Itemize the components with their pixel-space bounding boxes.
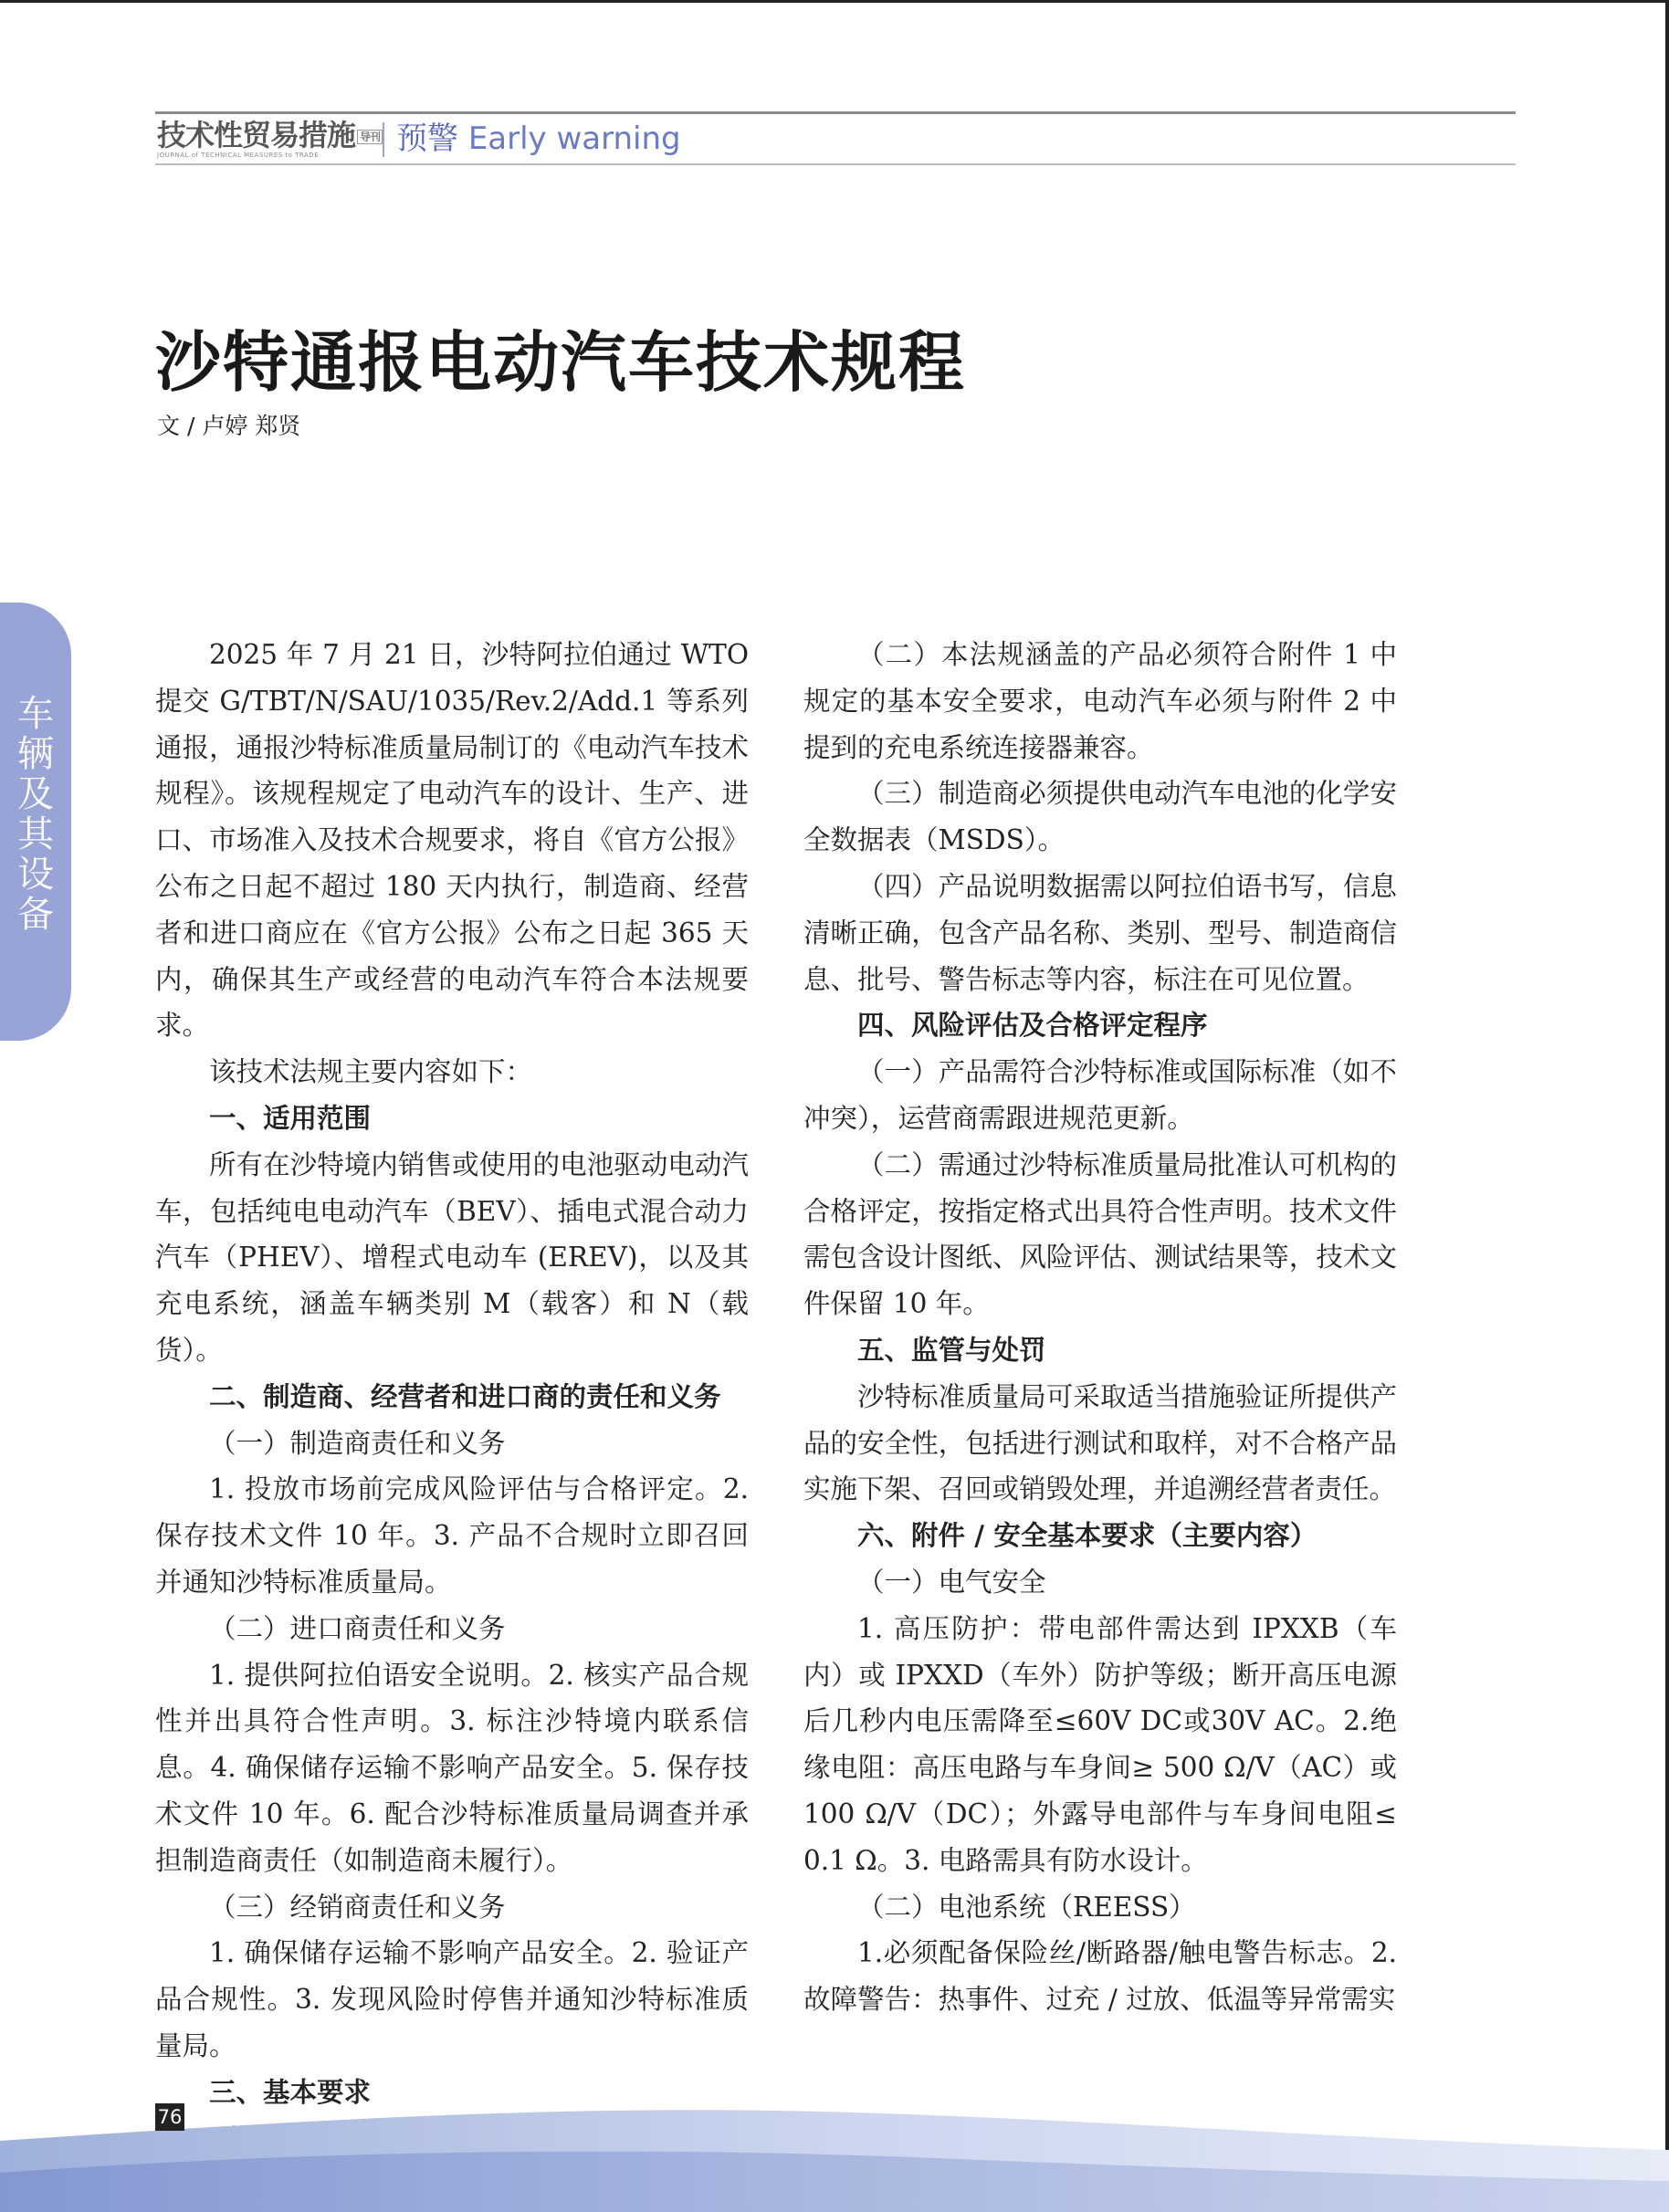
page-border-top [0,0,1669,3]
body-paragraph: （三）制造商必须提供电动汽车电池的化学安全数据表（MSDS）。 [803,778,1397,856]
body-paragraph: （三）经销商责任和义务 [209,1891,506,1923]
header-rule-top [155,111,1516,114]
section-heading: 四、风险评估及合格评定程序 [857,1009,1208,1042]
article-body-right-column [803,632,1397,2023]
page-border-right [1665,0,1669,2212]
section-label-en: Early warning [467,121,681,157]
body-paragraph: 沙特标准质量局可采取适当措施验证所提供产品的安全性，包括进行测试和取样，对不合格产品实施下架、召回或销毁处理，并追溯经营者责任。 [803,1380,1397,1505]
body-paragraph: （一）产品需符合沙特标准或国际标准（如不冲突），运营商需跟进规范更新。 [803,1056,1397,1134]
section-heading: 二、制造商、经营者和进口商的责任和义务 [209,1379,721,1412]
body-paragraph: （二）需通过沙特标准质量局批准认可机构的合格评定，按指定格式出具符合性声明。技术文件需包含设计图纸、风险评估、测试结果等，技术文件保留 10 年。 [803,1148,1397,1320]
category-side-tab-label [0,694,71,935]
journal-logo-subtitle: JOURNAL of TECHNICAL MEASURES to TRADE [157,152,320,159]
body-paragraph: （二）本法规涵盖的产品必须符合附件 1 中规定的基本安全要求，电动汽车必须与附件 2 中提到的充电系统连接器兼容。 [803,639,1397,763]
body-paragraph: 1. 提供阿拉伯语安全说明。2. 核实产品合规性并出具符合性声明。3. 标注沙特境内联系信息。4. 确保储存运输不影响产品安全。5. 保存技术文件 10 年。6. 配合沙特标准质量局调查并承担制造商责任（如制造商未履行）。 [155,1659,749,1876]
section-heading: 五、监管与处罚 [857,1333,1046,1366]
journal-logo [157,118,381,161]
side-tab-char: 其 [17,813,54,855]
article-body-left-column [155,632,749,2208]
header-separator [383,122,384,157]
journal-logo-name: 技术性贸易措施 [157,118,356,152]
header-rule-bottom [155,163,1516,165]
section-label-cn: 预警 [396,121,458,157]
side-tab-char: 及 [17,773,54,815]
body-paragraph: 该技术法规主要内容如下： [209,1056,533,1088]
page-number: 76 [155,2103,184,2131]
side-tab-char: 辆 [17,733,54,775]
article-title: 沙特通报电动汽车技术规程 [155,324,967,401]
side-tab-char: 车 [17,693,54,735]
body-paragraph: （一）电气安全 [857,1566,1046,1598]
body-paragraph: 1.必须配备保险丝/断路器/触电警告标志。2.故障警告：热事件、过充 / 过放、低温等异常需实 [803,1937,1397,2016]
section-heading: 六、附件 / 安全基本要求（主要内容） [857,1519,1317,1552]
body-paragraph: 2025 年 7 月 21 日，沙特阿拉伯通过 WTO 提交 G/TBT/N/SAU/1035/Rev.2/Add.1 等系列通报，通报沙特标准质量局制订的《电动汽车技术规程》。该规程规定了电动汽车的设计、生产、进口、市场准入及技术合规要求，将自《官方公报》公布之日起不超过 180 天内执行，制造商、经营者和进口商应在《官方公报》公布之日起 365 天内，确保其生产或经营的电动汽车符合本法规要求。 [155,639,749,1042]
body-paragraph: 1. 投放市场前完成风险评估与合格评定。2. 保存技术文件 10 年。3. 产品不合规时立即召回并通知沙特标准质量局。 [155,1473,749,1598]
body-paragraph: （二）进口商责任和义务 [209,1612,506,1644]
section-heading: 一、适用范围 [209,1101,372,1134]
body-paragraph: （四）产品说明数据需以阿拉伯语书写，信息清晰正确，包含产品名称、类别、型号、制造商信息、批号、警告标志等内容，标注在可见位置。 [803,870,1397,995]
body-paragraph: （二）电池系统（REESS） [857,1891,1196,1923]
section-label [396,119,681,159]
journal-logo-tag: 导刊 [357,130,383,144]
body-paragraph: 1. 确保储存运输不影响产品安全。2. 验证产品合规性。3. 发现风险时停售并通知沙特标准质量局。 [155,1937,749,2061]
body-paragraph: 所有在沙特境内销售或使用的电池驱动电动汽车，包括纯电电动汽车（BEV）、插电式混合动力汽车（PHEV）、增程式电动车 (EREV)，以及其充电系统，涵盖车辆类别 M（载客）和 N（载货）。 [155,1148,749,1366]
side-tab-char: 设 [17,854,54,896]
body-paragraph: （一）制造商责任和义务 [209,1427,506,1459]
section-heading: 三、基本要求 [209,2075,372,2108]
side-tab-char: 备 [17,894,54,936]
article-byline: 文 / 卢婷 郑贤 [157,413,301,439]
footer-wave-decoration [0,2086,1669,2212]
body-paragraph: 1. 高压防护：带电部件需达到 IPXXB（车内）或 IPXXD（车外）防护等级；断开高压电源后几秒内电压需降至≤60V DC或30V AC。2.绝缘电阻：高压电路与车身间≥ 500 Ω/V（AC）或 100 Ω/V（DC）；外露导电部件与车身间电阻≤ 0.1 Ω。3. 电路需具有防水设计。 [803,1612,1397,1876]
